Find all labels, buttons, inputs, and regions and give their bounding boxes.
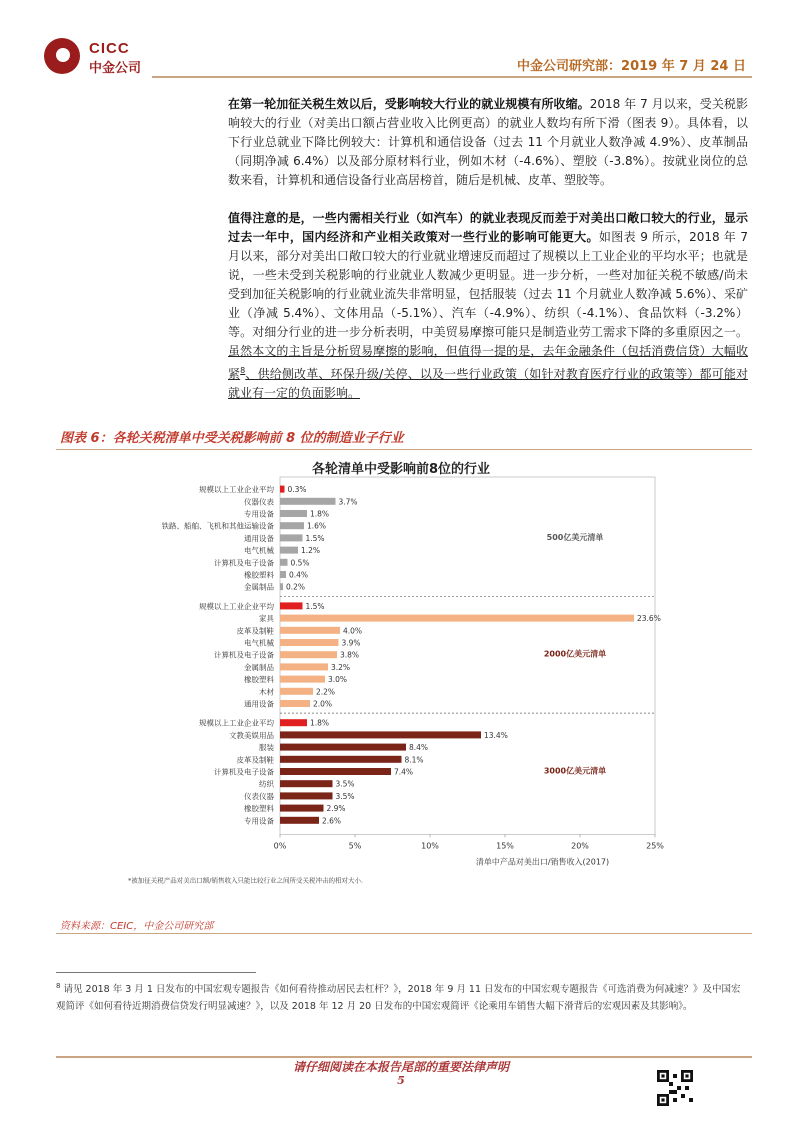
data-label: 3.7%	[338, 497, 358, 507]
category-label: 通用设备	[244, 533, 274, 543]
bar	[280, 571, 286, 578]
data-label: 0.3%	[287, 485, 307, 495]
data-label: 2.0%	[313, 699, 333, 709]
data-label: 3.8%	[340, 650, 360, 660]
category-label: 金属制品	[244, 582, 274, 592]
source-divider	[56, 933, 752, 934]
data-label: 8.4%	[409, 743, 429, 753]
bar	[280, 651, 337, 658]
bar	[280, 547, 298, 554]
data-label: 3.2%	[331, 662, 351, 672]
paragraph-1-body: 2018 年 7 月以来，受关税影响较大的行业（对美出口额占营业收入比例更高）的就业人数均有所下滑（图表 9）。具体看，以下行业总就业下降比例较大：计算机和通信设备（过去 11 个月就业人数净减 4.9%）、皮革制品（同期净减 6.4%）以及部分原材料行业，例如木材（-4.6%）、塑胶（-3.8%）。按就业岗位的总数来看，计算机和通信设备行业高居榜首，随后是机械、皮革、塑胶等。	[228, 97, 748, 187]
category-label: 规模以上工业企业平均	[199, 718, 274, 728]
bar	[280, 510, 307, 517]
category-label: 仪表仪器	[244, 791, 274, 801]
data-label: 1.5%	[305, 533, 325, 543]
paragraph-1	[228, 95, 748, 190]
bar	[280, 792, 333, 799]
paragraph-2-lead: 值得注意的是，一些内需相关行业（如汽车）的就业表现反而差于对美出口敞口较大的行业，显示过去一年中，国内经济和产业相关政策对一些行业的影响可能更大。	[228, 211, 748, 244]
category-label: 专用设备	[244, 816, 274, 826]
data-label: 3.9%	[341, 638, 361, 648]
data-label: 4.0%	[343, 626, 363, 636]
bar	[280, 583, 283, 590]
bar	[280, 522, 304, 529]
data-label: 1.6%	[307, 521, 327, 531]
chart-title: 各轮清单中受影响前8位的行业	[311, 462, 491, 477]
data-label: 0.5%	[290, 558, 310, 568]
paragraph-1-lead: 在第一轮加征关税生效以后，受影响较大行业的就业规模有所收缩。	[228, 97, 590, 111]
data-label: 23.6%	[637, 614, 661, 624]
x-tick-label: 10%	[421, 841, 439, 851]
footnote-ref[interactable]: 8	[240, 366, 246, 375]
group-label: 500亿美元清单	[546, 532, 604, 542]
x-tick-label: 15%	[496, 841, 514, 851]
data-label: 0.4%	[289, 570, 309, 580]
data-label: 1.8%	[310, 718, 330, 728]
cicc-logo-mark-icon	[44, 38, 80, 74]
footnote	[56, 978, 746, 1015]
category-label: 木材	[259, 687, 274, 697]
x-axis-title: 清单中产品对美出口/销售收入(2017)	[475, 857, 610, 867]
data-label: 1.2%	[301, 546, 321, 556]
bar	[280, 719, 307, 726]
bar	[280, 639, 339, 646]
category-label: 家具	[259, 614, 274, 624]
bar	[280, 817, 319, 824]
data-label: 3.5%	[335, 791, 355, 801]
category-label: 文教美娱用品	[229, 730, 274, 740]
bar	[280, 534, 303, 541]
category-label: 橡胶塑料	[244, 804, 274, 814]
data-label: 8.1%	[404, 755, 424, 765]
category-label: 橡胶塑料	[244, 675, 274, 685]
footnote-divider	[56, 972, 256, 973]
chart-note: *被加征关税产品对美出口额/销售收入只能比较行业之间所受关税冲击的相对大小.	[128, 876, 364, 885]
figure-caption: 图表 6：各轮关税清单中受关税影响前 8 位的制造业子行业	[60, 431, 404, 446]
data-label: 3.5%	[335, 779, 355, 789]
bar	[280, 559, 288, 566]
category-label: 计算机及电子设备	[214, 650, 274, 660]
data-label: 2.9%	[326, 804, 346, 814]
logo-english: CICC	[89, 40, 130, 57]
header-divider	[152, 76, 752, 78]
page-number: 5	[397, 1074, 405, 1087]
data-label: 13.4%	[484, 730, 508, 740]
category-label: 纺织	[259, 779, 274, 789]
x-tick-label: 5%	[348, 841, 362, 851]
bar	[280, 663, 328, 670]
bar	[280, 627, 340, 634]
header-date: 中金公司研究部：2019 年 7 月 24 日	[517, 59, 746, 74]
bar	[280, 805, 324, 812]
paragraph-2-underlined: 虽然本文的主旨是分析贸易摩擦的影响，但值得一提的是，去年金融条件（包括消费信贷）大幅收紧	[228, 344, 748, 381]
category-label: 仪器仪表	[244, 497, 274, 507]
category-label: 通用设备	[244, 699, 274, 709]
data-label: 1.8%	[310, 509, 330, 519]
category-label: 金属制品	[244, 662, 274, 672]
bar	[280, 615, 634, 622]
bar	[280, 602, 303, 609]
bar	[280, 688, 313, 695]
footnote-text: 请见 2018 年 3 月 1 日发布的中国宏观专题报告《如何看待推动居民去杠杆？》，2018 年 9 月 11 日发布的中国宏观专题报告《可选消费为何减速？》及中国宏观简评《如何看待近期消费信贷发行明显减速？》，以及 2018 年 12 月 20 日发布的中国宏观简评《论乘用车销售大幅下滑背后的宏观因素及其影响》。	[56, 984, 741, 1013]
bar-chart	[90, 450, 670, 905]
group-label: 2000亿美元清单	[543, 649, 607, 659]
category-label: 服装	[259, 743, 274, 753]
bar	[280, 744, 406, 751]
data-label: 2.2%	[316, 687, 336, 697]
x-tick-label: 25%	[646, 841, 664, 851]
category-label: 皮革及制鞋	[236, 626, 274, 636]
category-label: 电气机械	[244, 546, 274, 556]
category-label: 规模以上工业企业平均	[199, 601, 274, 611]
category-label: 电气机械	[244, 638, 274, 648]
bar	[280, 486, 285, 493]
bar	[280, 676, 325, 683]
category-label: 计算机及电子设备	[214, 767, 274, 777]
x-tick-label: 0%	[273, 841, 287, 851]
qr-code-icon	[657, 1070, 693, 1106]
paragraph-2-underlined-tail: 、供给侧改革、环保升级/关停、以及一些行业政策（如针对教育医疗行业的政策等）都可能对就业有一定的负面影响。	[228, 367, 748, 400]
category-label: 橡胶塑料	[244, 570, 274, 580]
category-label: 铁路、船舶、飞机和其他运输设备	[161, 521, 274, 531]
bar	[280, 498, 336, 505]
group-label: 3000亿美元清单	[543, 766, 607, 776]
data-label: 7.4%	[394, 767, 414, 777]
logo-chinese: 中金公司	[89, 61, 142, 76]
figure-source: 资料来源：CEIC，中金公司研究部	[60, 921, 214, 932]
bar	[280, 756, 402, 763]
paragraph-2-body: 如图表 9 所示，2018 年 7 月以来，部分对美出口敞口较大的行业就业增速反而超过了规模以上工业企业的平均水平；也就是说，一些未受到关税影响的行业就业人数减少更明显。进一步分析，一些对加征关税不敏感/尚未受到加征关税影响的行业就业流失非常明显，包括服装（过去 11 个月就业人数净减 5.6%）、采矿业（净减 5.4%）、文体用品（-5.1%）、汽车（-4.9%）、纺织（-4.1%）、食品饮料（-3.2%）等。对细分行业的进一步分析表明，中美贸易摩擦可能只是制造业劳工需求下降的多重原因之一。	[228, 230, 748, 339]
data-label: 3.0%	[328, 675, 348, 685]
cicc-logo	[44, 38, 184, 76]
footnote-number: 8	[56, 982, 61, 990]
legal-notice: 请仔细阅读在本报告尾部的重要法律声明	[292, 1060, 509, 1074]
data-label: 1.5%	[305, 601, 325, 611]
bar	[280, 768, 391, 775]
category-label: 计算机及电子设备	[214, 558, 274, 568]
x-tick-label: 20%	[571, 841, 589, 851]
category-label: 专用设备	[244, 509, 274, 519]
data-label: 2.6%	[322, 816, 342, 826]
data-label: 0.2%	[286, 582, 306, 592]
bar	[280, 731, 481, 738]
category-label: 规模以上工业企业平均	[199, 485, 274, 495]
bar	[280, 700, 310, 707]
bar	[280, 780, 333, 787]
paragraph-2	[228, 209, 748, 403]
category-label: 皮革及制鞋	[236, 755, 274, 765]
